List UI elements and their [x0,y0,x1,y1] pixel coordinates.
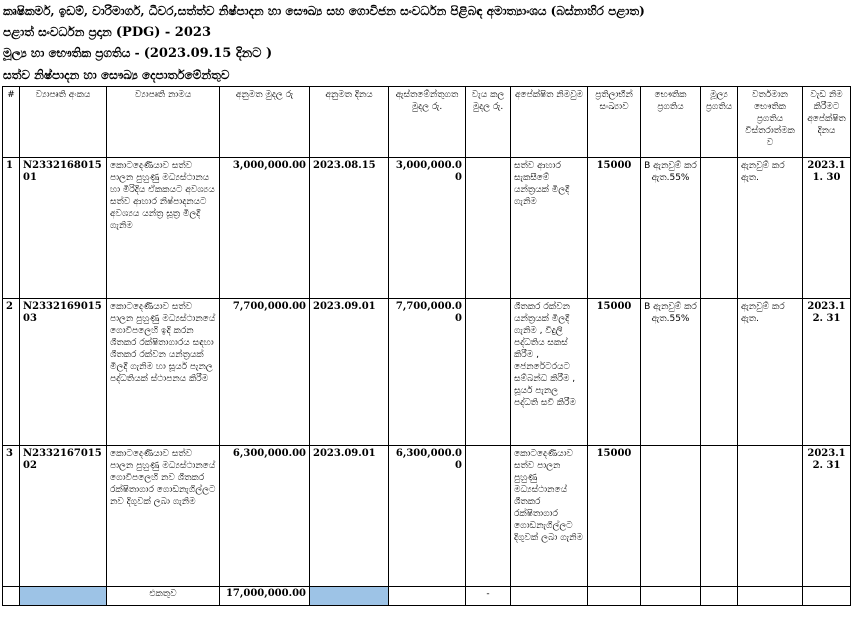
approved-amount: 7,700,000.00 [220,299,310,446]
table-row [3,158,851,299]
expected-output: සත්ව ආහාර සැකසීමේ යන්ත්‍රයක් මිලදී ගැනිම [511,158,588,299]
beneficiaries: 15000 [588,158,641,299]
project-name: කොටදෙණියාව සත්ව පාලන පුහුණු මධ්‍යස්ථානයේ ගොවිපලෙහි නව ශීතකර රක්ෂිතාගාර ගොඩනැගිල්ලට නව දිගුවක් ලබා ගැනිම [107,446,220,587]
current-status: ඇනවුම් කර ඇත. [738,299,803,446]
approved-amount: 3,000,000.00 [220,158,310,299]
total-label: එකතුව [107,587,220,606]
row-number: 1 [3,158,20,299]
table-row [3,446,851,587]
total-empty-cell [738,587,803,606]
project-name: කොටදෙණියාව සත්ව පාලන පුහුණු මධ්‍යස්ථානය හා මිරිදිය ඒකකයට අවශ්‍යය සත්ව ආහාර නිෂ්පාදනයට අවශ්‍යය යන්ත්‍ර සූත්‍ර මිලදී ගැනිම [107,158,220,299]
program-label: පළාත් සංවර්ධන ප්‍රදාන [3,25,112,39]
approved-date: 2023.08.15 [310,158,389,299]
estimated-amount: 3,000,000.00 [389,158,466,299]
physical-progress: B ඇනවුම් කර ඇත.55% [641,158,701,299]
column-header: අපේක්ෂිත නිමවුම [511,87,588,158]
column-header: අනුමත මුදල රු [220,87,310,158]
progress-title [3,46,272,61]
column-header: ව්‍යාපෘති අංකය [20,87,107,158]
column-header: මූල්‍ය ප්‍රගතිය [701,87,738,158]
project-number: N233216901503 [20,299,107,446]
financial-progress [701,446,738,587]
estimated-amount: 7,700,000.00 [389,299,466,446]
column-header: වර්තමාන භෞතික ප්‍රගතිය විස්තරාත්මක ව [738,87,803,158]
table-header-row [3,87,851,158]
spent-amount [466,446,511,587]
completion-date: 2023.11. 30 [803,158,851,299]
program-code: (PDG) - 2023 [115,25,211,40]
department-title: සත්ව නිෂ්පාදන හා සෞඛ්‍ය දෙපාර්තමේන්තුව [3,68,230,82]
table-row [3,299,851,446]
expected-output: කොටදෙණියාව සත්ව පාලන පුහුණු මධ්‍යස්ථානයේ ශීතකර රක්ෂිතාගාර ගොඩනැගිල්ලට දිගුවක් ලබා ගැනිම [511,446,588,587]
ministry-title: කෘෂිකර්ම, ඉඩම්, වාරිමාර්ග, ධීවර,සත්ත්ව නිෂ්පාදන හා සෞඛ්‍ය සහ ගොවිජන සංවර්ධන පිළිබඳ අමාත්‍යාංශය (බස්නාහිර පළාත) [3,4,645,18]
total-highlight-cell [310,587,389,606]
progress-table [2,86,851,606]
column-header: භෞතික ප්‍රගතිය [641,87,701,158]
completion-date: 2023.12. 31 [803,446,851,587]
total-empty-cell [511,587,588,606]
total-empty-cell [588,587,641,606]
spent-amount [466,299,511,446]
total-empty-cell [3,587,20,606]
project-name: කොටදෙණියාව සත්ව පාලන පුහුණු මධ්‍යස්ථානයේ ගොවිපලෙහි ඉදි කරන ශීතකර රක්ෂිතාගාරය සඳහා ශීතකර රක්වන යන්ත්‍රයක් මිලදී ගැනිම හා සූර්ය පැනල පද්ධතියක් ස්ථාපනය කිරීම [107,299,220,446]
progress-date: (2023.09.15 දිනට ) [143,46,273,61]
total-amount: 17,000,000.00 [220,587,310,606]
row-number: 3 [3,446,20,587]
physical-progress [641,446,701,587]
spent-amount [466,158,511,299]
column-header: # [3,87,20,158]
approved-amount: 6,300,000.00 [220,446,310,587]
row-number: 2 [3,299,20,446]
column-header: ව්‍යාපෘති නාමය [107,87,220,158]
column-header: අනුමත දිනය [310,87,389,158]
financial-progress [701,299,738,446]
project-number: N233216701502 [20,446,107,587]
total-spent: - [466,587,511,606]
approved-date: 2023.09.01 [310,299,389,446]
expected-output: ශීතකර රක්වන යන්ත්‍රයක් මිලදී ගැනිම , විදුලි පද්ධතිය සකස් කිරීම , ජෙනරේටරයට සම්බන්ධ කිරීම , සූර්ය පැනල පද්ධති සවි කිරීම [511,299,588,446]
completion-date: 2023.12. 31 [803,299,851,446]
column-header: ප්‍රතිලාභීන් සංඛ්‍යාව [588,87,641,158]
beneficiaries: 15000 [588,446,641,587]
column-header: ඇස්තමේන්තුගත මුදල රු. [389,87,466,158]
project-number: N233216801501 [20,158,107,299]
approved-date: 2023.09.01 [310,446,389,587]
column-header: වැය කල මුදල රු. [466,87,511,158]
estimated-amount: 6,300,000.00 [389,446,466,587]
total-row [3,587,851,606]
total-empty-cell [389,587,466,606]
financial-progress [701,158,738,299]
current-status: ඇනවුම් කර ඇත. [738,158,803,299]
physical-progress: B ඇනවුම් කර ඇත.55% [641,299,701,446]
column-header: වැඩ නිම කිරීමට අපේක්ෂිත දිනය [803,87,851,158]
progress-label: මූල්‍ය හා භෞතික ප්‍රගතිය - [3,46,140,60]
total-empty-cell [641,587,701,606]
current-status [738,446,803,587]
beneficiaries: 15000 [588,299,641,446]
total-empty-cell [803,587,851,606]
program-title [3,25,211,40]
total-empty-cell [701,587,738,606]
total-highlight-cell [20,587,107,606]
